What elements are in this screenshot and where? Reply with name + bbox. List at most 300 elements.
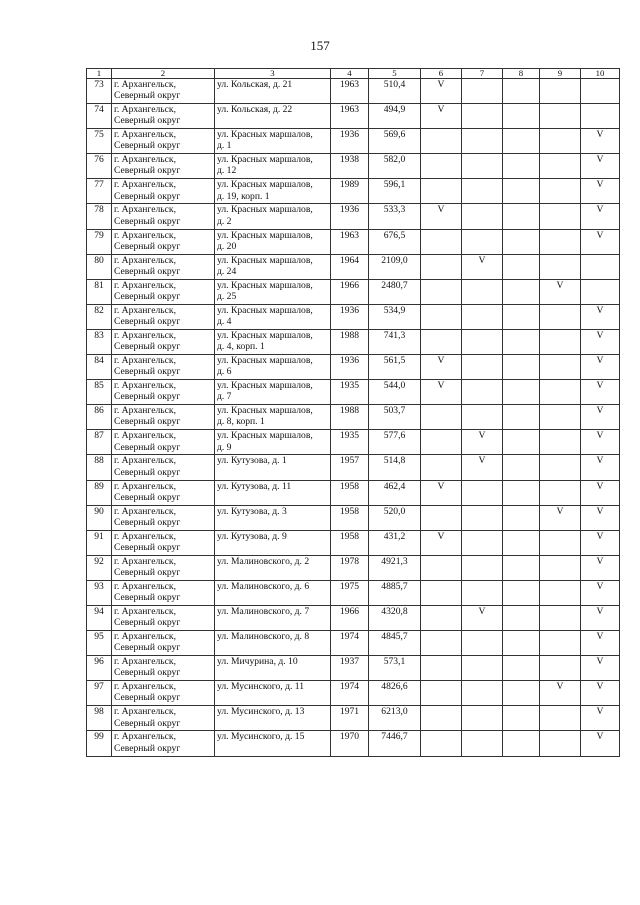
street-address-cell-line: ул. Красных маршалов,	[217, 204, 313, 216]
row-number-cell: 88	[87, 455, 112, 480]
address-city-cell-line: Северный округ	[114, 190, 181, 202]
row-number-cell: 75	[87, 129, 112, 154]
street-address-cell	[215, 279, 331, 304]
year-built-cell: 1971	[331, 706, 369, 731]
address-city-cell-line: Северный округ	[114, 265, 181, 277]
mark-cell-10: V	[581, 631, 620, 656]
year-built-cell: 1988	[331, 405, 369, 430]
address-city-cell-line: г. Архангельск,	[114, 430, 176, 442]
table-row	[87, 254, 620, 279]
address-city-cell-line: Северный округ	[114, 90, 181, 102]
table-row	[87, 656, 620, 681]
street-address-cell-line: ул. Кутузова, д. 3	[217, 505, 287, 517]
street-address-cell-line: ул. Малиновского, д. 8	[217, 631, 310, 643]
mark-cell-8	[503, 605, 540, 630]
mark-cell-10: V	[581, 430, 620, 455]
mark-cell-10: V	[581, 204, 620, 229]
mark-cell-8	[503, 204, 540, 229]
address-city-cell-line: Северный округ	[114, 541, 181, 553]
address-city-cell	[112, 304, 215, 329]
mark-cell-6	[421, 229, 462, 254]
mark-cell-9	[540, 154, 581, 179]
street-address-cell-line: д. 19, корп. 1	[217, 190, 270, 202]
mark-cell-10: V	[581, 380, 620, 405]
table-row	[87, 104, 620, 129]
street-address-cell-line: ул. Кольская, д. 22	[217, 104, 293, 116]
street-address-cell-line: ул. Красных маршалов,	[217, 129, 313, 141]
year-built-cell: 1957	[331, 455, 369, 480]
table-row	[87, 229, 620, 254]
mark-cell-8	[503, 555, 540, 580]
address-city-cell-line: Северный округ	[114, 366, 181, 378]
address-city-cell	[112, 329, 215, 354]
street-address-cell	[215, 505, 331, 530]
row-number-cell: 90	[87, 505, 112, 530]
mark-cell-8	[503, 179, 540, 204]
mark-cell-7	[462, 405, 503, 430]
mark-cell-7	[462, 179, 503, 204]
address-city-cell-line: г. Архангельск,	[114, 179, 176, 191]
address-city-cell-line: Северный округ	[114, 290, 181, 302]
table-row	[87, 631, 620, 656]
address-city-cell	[112, 79, 215, 104]
year-built-cell: 1936	[331, 355, 369, 380]
year-built-cell: 1978	[331, 555, 369, 580]
row-number-cell: 78	[87, 204, 112, 229]
area-cell: 503,7	[369, 405, 421, 430]
mark-cell-9: V	[540, 505, 581, 530]
area-cell: 514,8	[369, 455, 421, 480]
street-address-cell	[215, 204, 331, 229]
header-cell: 1	[87, 69, 112, 79]
area-cell: 577,6	[369, 430, 421, 455]
table-row	[87, 329, 620, 354]
address-city-cell-line: г. Архангельск,	[114, 329, 176, 341]
mark-cell-8	[503, 656, 540, 681]
mark-cell-6	[421, 254, 462, 279]
mark-cell-9	[540, 179, 581, 204]
address-city-cell	[112, 580, 215, 605]
address-city-cell-line: г. Архангельск,	[114, 129, 176, 141]
row-number-cell: 89	[87, 480, 112, 505]
mark-cell-6: V	[421, 79, 462, 104]
address-city-cell-line: г. Архангельск,	[114, 605, 176, 617]
address-city-cell-line: г. Архангельск,	[114, 304, 176, 316]
address-city-cell	[112, 731, 215, 756]
street-address-cell-line: ул. Мичурина, д. 10	[217, 656, 298, 668]
street-address-cell-line: ул. Малиновского, д. 7	[217, 605, 310, 617]
page-number: 157	[310, 38, 330, 53]
year-built-cell: 1963	[331, 229, 369, 254]
street-address-cell-line: ул. Мусинского, д. 15	[217, 731, 305, 743]
area-cell: 534,9	[369, 304, 421, 329]
mark-cell-6	[421, 405, 462, 430]
mark-cell-6	[421, 706, 462, 731]
mark-cell-6	[421, 430, 462, 455]
mark-cell-6	[421, 304, 462, 329]
street-address-cell	[215, 681, 331, 706]
street-address-cell-line: д. 1	[217, 140, 232, 152]
year-built-cell: 1974	[331, 631, 369, 656]
mark-cell-8	[503, 304, 540, 329]
row-number-cell: 96	[87, 656, 112, 681]
mark-cell-9	[540, 605, 581, 630]
address-city-cell	[112, 179, 215, 204]
area-cell: 533,3	[369, 204, 421, 229]
mark-cell-9	[540, 731, 581, 756]
mark-cell-7	[462, 355, 503, 380]
mark-cell-6	[421, 605, 462, 630]
mark-cell-7	[462, 731, 503, 756]
address-city-cell	[112, 631, 215, 656]
mark-cell-9	[540, 355, 581, 380]
mark-cell-7	[462, 555, 503, 580]
table-row	[87, 79, 620, 104]
mark-cell-10: V	[581, 480, 620, 505]
area-cell: 520,0	[369, 505, 421, 530]
year-built-cell: 1958	[331, 505, 369, 530]
table-row	[87, 555, 620, 580]
mark-cell-8	[503, 631, 540, 656]
mark-cell-6: V	[421, 480, 462, 505]
street-address-cell-line: ул. Кутузова, д. 9	[217, 530, 287, 542]
street-address-cell	[215, 430, 331, 455]
address-city-cell-line: Северный округ	[114, 466, 181, 478]
street-address-cell-line: ул. Красных маршалов,	[217, 430, 313, 442]
mark-cell-9	[540, 656, 581, 681]
mark-cell-10: V	[581, 681, 620, 706]
mark-cell-6	[421, 731, 462, 756]
header-cell: 5	[369, 69, 421, 79]
header-cell: 4	[331, 69, 369, 79]
row-number-cell: 86	[87, 405, 112, 430]
year-built-cell: 1989	[331, 179, 369, 204]
address-city-cell-line: Северный округ	[114, 240, 181, 252]
mark-cell-9	[540, 229, 581, 254]
area-cell: 573,1	[369, 656, 421, 681]
address-city-cell-line: г. Архангельск,	[114, 405, 176, 417]
address-city-cell-line: г. Архангельск,	[114, 455, 176, 467]
table-row	[87, 279, 620, 304]
address-city-cell	[112, 380, 215, 405]
mark-cell-9	[540, 104, 581, 129]
mark-cell-10	[581, 279, 620, 304]
address-city-cell-line: Северный округ	[114, 115, 181, 127]
year-built-cell: 1963	[331, 104, 369, 129]
mark-cell-9	[540, 555, 581, 580]
mark-cell-7	[462, 104, 503, 129]
address-city-cell	[112, 681, 215, 706]
row-number-cell: 79	[87, 229, 112, 254]
mark-cell-10: V	[581, 405, 620, 430]
row-number-cell: 80	[87, 254, 112, 279]
mark-cell-8	[503, 79, 540, 104]
area-cell: 6213,0	[369, 706, 421, 731]
street-address-cell-line: д. 24	[217, 265, 237, 277]
mark-cell-10: V	[581, 455, 620, 480]
address-city-cell-line: Северный округ	[114, 341, 181, 353]
street-address-cell-line: ул. Красных маршалов,	[217, 304, 313, 316]
street-address-cell-line: ул. Мусинского, д. 13	[217, 706, 305, 718]
area-cell: 510,4	[369, 79, 421, 104]
area-cell: 2109,0	[369, 254, 421, 279]
address-city-cell	[112, 656, 215, 681]
header-cell: 10	[581, 69, 620, 79]
mark-cell-7: V	[462, 254, 503, 279]
mark-cell-9	[540, 254, 581, 279]
street-address-cell-line: ул. Красных маршалов,	[217, 154, 313, 166]
address-city-cell-line: Северный округ	[114, 717, 181, 729]
row-number-cell: 76	[87, 154, 112, 179]
mark-cell-8	[503, 681, 540, 706]
address-city-cell-line: г. Архангельск,	[114, 154, 176, 166]
address-city-cell-line: Северный округ	[114, 667, 181, 679]
mark-cell-7	[462, 530, 503, 555]
address-city-cell-line: г. Архангельск,	[114, 480, 176, 492]
mark-cell-9	[540, 430, 581, 455]
year-built-cell: 1963	[331, 79, 369, 104]
row-number-cell: 85	[87, 380, 112, 405]
area-cell: 4885,7	[369, 580, 421, 605]
street-address-cell-line: ул. Кутузова, д. 1	[217, 455, 287, 467]
address-city-cell-line: Северный округ	[114, 215, 181, 227]
mark-cell-8	[503, 706, 540, 731]
mark-cell-6: V	[421, 380, 462, 405]
street-address-cell	[215, 380, 331, 405]
mark-cell-7: V	[462, 605, 503, 630]
mark-cell-8	[503, 129, 540, 154]
address-city-cell	[112, 104, 215, 129]
area-cell: 494,9	[369, 104, 421, 129]
area-cell: 4845,7	[369, 631, 421, 656]
area-cell: 431,2	[369, 530, 421, 555]
mark-cell-9	[540, 480, 581, 505]
street-address-cell	[215, 580, 331, 605]
address-city-cell-line: г. Архангельск,	[114, 204, 176, 216]
street-address-cell-line: д. 6	[217, 366, 232, 378]
mark-cell-6	[421, 329, 462, 354]
address-city-cell-line: г. Архангельск,	[114, 731, 176, 743]
street-address-cell	[215, 79, 331, 104]
address-city-cell-line: г. Архангельск,	[114, 681, 176, 693]
mark-cell-10: V	[581, 505, 620, 530]
address-city-cell	[112, 154, 215, 179]
street-address-cell-line: ул. Красных маршалов,	[217, 179, 313, 191]
table-row	[87, 731, 620, 756]
header-cell: 7	[462, 69, 503, 79]
address-city-cell	[112, 405, 215, 430]
mark-cell-8	[503, 104, 540, 129]
street-address-cell-line: ул. Мусинского, д. 11	[217, 681, 305, 693]
street-address-cell-line: ул. Малиновского, д. 6	[217, 580, 310, 592]
mark-cell-9	[540, 79, 581, 104]
street-address-cell	[215, 405, 331, 430]
address-city-cell-line: Северный округ	[114, 566, 181, 578]
mark-cell-7	[462, 706, 503, 731]
mark-cell-7: V	[462, 455, 503, 480]
table-body	[87, 79, 620, 757]
address-city-cell-line: Северный округ	[114, 617, 181, 629]
mark-cell-6	[421, 455, 462, 480]
mark-cell-8	[503, 380, 540, 405]
street-address-cell	[215, 480, 331, 505]
table-row	[87, 380, 620, 405]
mark-cell-7	[462, 229, 503, 254]
year-built-cell: 1975	[331, 580, 369, 605]
mark-cell-7	[462, 329, 503, 354]
street-address-cell	[215, 631, 331, 656]
address-city-cell	[112, 355, 215, 380]
table-row	[87, 154, 620, 179]
mark-cell-6	[421, 505, 462, 530]
mark-cell-7	[462, 154, 503, 179]
mark-cell-9	[540, 631, 581, 656]
mark-cell-7	[462, 304, 503, 329]
mark-cell-7	[462, 631, 503, 656]
header-cell: 9	[540, 69, 581, 79]
address-city-cell-line: Северный округ	[114, 391, 181, 403]
mark-cell-9	[540, 706, 581, 731]
address-city-cell-line: г. Архангельск,	[114, 355, 176, 367]
street-address-cell-line: д. 4, корп. 1	[217, 341, 265, 353]
row-number-cell: 92	[87, 555, 112, 580]
mark-cell-10: V	[581, 555, 620, 580]
street-address-cell-line: ул. Красных маршалов,	[217, 254, 313, 266]
mark-cell-10: V	[581, 731, 620, 756]
mark-cell-8	[503, 505, 540, 530]
header-cell: 8	[503, 69, 540, 79]
row-number-cell: 82	[87, 304, 112, 329]
mark-cell-10: V	[581, 355, 620, 380]
street-address-cell-line: ул. Красных маршалов,	[217, 229, 313, 241]
row-number-cell: 74	[87, 104, 112, 129]
address-city-cell-line: Северный округ	[114, 491, 181, 503]
table-row	[87, 304, 620, 329]
row-number-cell: 83	[87, 329, 112, 354]
mark-cell-7	[462, 656, 503, 681]
area-cell: 4921,3	[369, 555, 421, 580]
year-built-cell: 1964	[331, 254, 369, 279]
mark-cell-7	[462, 79, 503, 104]
street-address-cell	[215, 304, 331, 329]
mark-cell-10	[581, 254, 620, 279]
area-cell: 582,0	[369, 154, 421, 179]
mark-cell-8	[503, 254, 540, 279]
mark-cell-7	[462, 681, 503, 706]
address-city-cell-line: Северный округ	[114, 692, 181, 704]
street-address-cell	[215, 229, 331, 254]
year-built-cell: 1936	[331, 204, 369, 229]
table-row	[87, 430, 620, 455]
header-cell: 2	[112, 69, 215, 79]
table-row	[87, 405, 620, 430]
street-address-cell-line: ул. Красных маршалов,	[217, 329, 313, 341]
table-row	[87, 580, 620, 605]
mark-cell-10: V	[581, 530, 620, 555]
address-city-cell-line: Северный округ	[114, 742, 181, 754]
street-address-cell-line: д. 7	[217, 391, 232, 403]
street-address-cell-line: ул. Красных маршалов,	[217, 405, 313, 417]
year-built-cell: 1988	[331, 329, 369, 354]
address-city-cell	[112, 480, 215, 505]
mark-cell-9	[540, 380, 581, 405]
year-built-cell: 1935	[331, 430, 369, 455]
mark-cell-7	[462, 279, 503, 304]
mark-cell-6	[421, 129, 462, 154]
mark-cell-9	[540, 304, 581, 329]
street-address-cell	[215, 530, 331, 555]
table-row	[87, 355, 620, 380]
table-row	[87, 204, 620, 229]
year-built-cell: 1935	[331, 380, 369, 405]
mark-cell-6: V	[421, 104, 462, 129]
column-number-header	[87, 69, 620, 79]
area-cell: 2480,7	[369, 279, 421, 304]
table-row	[87, 129, 620, 154]
address-city-cell	[112, 229, 215, 254]
mark-cell-8	[503, 329, 540, 354]
mark-cell-10: V	[581, 605, 620, 630]
street-address-cell	[215, 129, 331, 154]
mark-cell-9: V	[540, 279, 581, 304]
row-number-cell: 87	[87, 430, 112, 455]
address-city-cell-line: Северный округ	[114, 140, 181, 152]
table-row	[87, 706, 620, 731]
area-cell: 741,3	[369, 329, 421, 354]
row-number-cell: 84	[87, 355, 112, 380]
mark-cell-8	[503, 455, 540, 480]
year-built-cell: 1938	[331, 154, 369, 179]
mark-cell-9	[540, 329, 581, 354]
year-built-cell: 1970	[331, 731, 369, 756]
mark-cell-7	[462, 129, 503, 154]
area-cell: 544,0	[369, 380, 421, 405]
address-city-cell	[112, 254, 215, 279]
mark-cell-10: V	[581, 304, 620, 329]
row-number-cell: 91	[87, 530, 112, 555]
area-cell: 676,5	[369, 229, 421, 254]
street-address-cell	[215, 254, 331, 279]
mark-cell-6: V	[421, 530, 462, 555]
mark-cell-7: V	[462, 430, 503, 455]
mark-cell-9	[540, 580, 581, 605]
row-number-cell: 73	[87, 79, 112, 104]
mark-cell-8	[503, 430, 540, 455]
year-built-cell: 1936	[331, 129, 369, 154]
street-address-cell-line: д. 12	[217, 165, 237, 177]
mark-cell-6: V	[421, 355, 462, 380]
mark-cell-10	[581, 79, 620, 104]
table-row	[87, 530, 620, 555]
address-city-cell-line: Северный округ	[114, 416, 181, 428]
street-address-cell	[215, 179, 331, 204]
street-address-cell-line: д. 2	[217, 215, 232, 227]
street-address-cell	[215, 455, 331, 480]
street-address-cell	[215, 104, 331, 129]
row-number-cell: 93	[87, 580, 112, 605]
area-cell: 462,4	[369, 480, 421, 505]
address-city-cell	[112, 555, 215, 580]
street-address-cell-line: ул. Кольская, д. 21	[217, 79, 293, 90]
table-row	[87, 505, 620, 530]
mark-cell-8	[503, 154, 540, 179]
header-cell: 6	[421, 69, 462, 79]
address-city-cell-line: г. Архангельск,	[114, 254, 176, 266]
year-built-cell: 1974	[331, 681, 369, 706]
address-city-cell	[112, 129, 215, 154]
mark-cell-9	[540, 530, 581, 555]
street-address-cell-line: ул. Малиновского, д. 2	[217, 555, 310, 567]
